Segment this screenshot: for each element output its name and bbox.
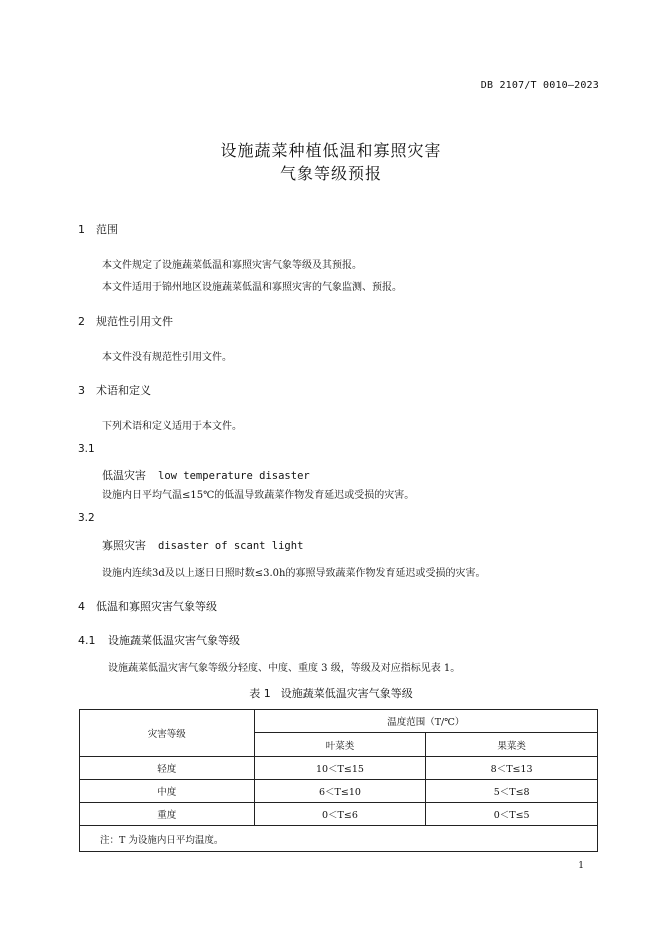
section-number: 2 [78, 315, 85, 328]
table-note-row [80, 826, 598, 852]
term-low-temperature [102, 467, 310, 483]
paragraph: 下列术语和定义适用于本文件。 [102, 421, 242, 432]
section-title: 低温和寡照灾害气象等级 [96, 600, 217, 613]
paragraph: 本文件适用于锦州地区设施蔬菜低温和寡照灾害的气象监测、预报。 [102, 282, 402, 293]
section-title: 设施蔬菜低温灾害气象等级 [108, 634, 240, 647]
section-number: 1 [78, 223, 85, 236]
section-number: 4.1 [78, 634, 96, 647]
cell-fruit-range: 5＜T≤8 [426, 780, 598, 803]
section-title: 术语和定义 [96, 384, 151, 397]
clause-number-3-1: 3.1 [78, 443, 95, 455]
section-2-heading [78, 313, 173, 329]
paragraph: 设施蔬菜低温灾害气象等级分轻度、中度、重度 3 级，等级及对应指标见表 1。 [108, 663, 461, 674]
section-1-heading [78, 221, 118, 237]
grade-table [79, 709, 598, 852]
table-caption [0, 685, 662, 701]
term-scant-light [102, 537, 303, 553]
document-number: DB 2107/T 0010—2023 [480, 80, 599, 91]
paragraph: 本文件没有规范性引用文件。 [102, 352, 232, 363]
table-row [80, 757, 598, 780]
cell-grade: 重度 [80, 803, 255, 826]
document-title-line-2: 气象等级预报 [279, 164, 382, 183]
term-english: disaster of scant light [158, 540, 304, 552]
section-3-heading [78, 382, 151, 398]
term-definition: 设施内日平均气温≤15℃的低温导致蔬菜作物发育延迟或受损的灾害。 [102, 490, 415, 501]
section-number: 3 [78, 384, 85, 397]
section-4-1-heading [78, 632, 240, 648]
term-english: low temperature disaster [158, 470, 310, 482]
section-number: 4 [78, 600, 85, 613]
table-header-row [80, 710, 598, 733]
header-grade: 灾害等级 [80, 710, 255, 757]
header-fruit-vegetables: 果菜类 [426, 733, 598, 757]
table-caption-title: 设施蔬菜低温灾害气象等级 [280, 687, 413, 700]
cell-leaf-range: 10＜T≤15 [254, 757, 426, 780]
clause-number-3-2: 3.2 [78, 512, 95, 524]
term-chinese: 寡照灾害 [102, 539, 146, 552]
document-title-line-1: 设施蔬菜种植低温和寡照灾害 [220, 141, 442, 160]
table-row [80, 780, 598, 803]
cell-leaf-range: 0＜T≤6 [254, 803, 426, 826]
header-temperature-range: 温度范围（T/℃） [254, 710, 597, 733]
section-4-heading [78, 598, 217, 614]
paragraph: 本文件规定了设施蔬菜低温和寡照灾害气象等级及其预报。 [102, 260, 362, 271]
section-title: 规范性引用文件 [96, 315, 173, 328]
cell-fruit-range: 0＜T≤5 [426, 803, 598, 826]
header-leafy-vegetables: 叶菜类 [254, 733, 426, 757]
term-chinese: 低温灾害 [102, 469, 146, 482]
cell-grade: 轻度 [80, 757, 255, 780]
page-number: 1 [578, 861, 584, 871]
table-row [80, 803, 598, 826]
term-definition: 设施内连续3d及以上逐日日照时数≤3.0h的寡照导致蔬菜作物发育延迟或受损的灾害。 [102, 568, 486, 579]
section-title: 范围 [96, 223, 118, 236]
table-caption-number: 表 1 [249, 687, 271, 700]
cell-leaf-range: 6＜T≤10 [254, 780, 426, 803]
table-note: 注：T 为设施内日平均温度。 [80, 826, 598, 852]
cell-grade: 中度 [80, 780, 255, 803]
cell-fruit-range: 8＜T≤13 [426, 757, 598, 780]
